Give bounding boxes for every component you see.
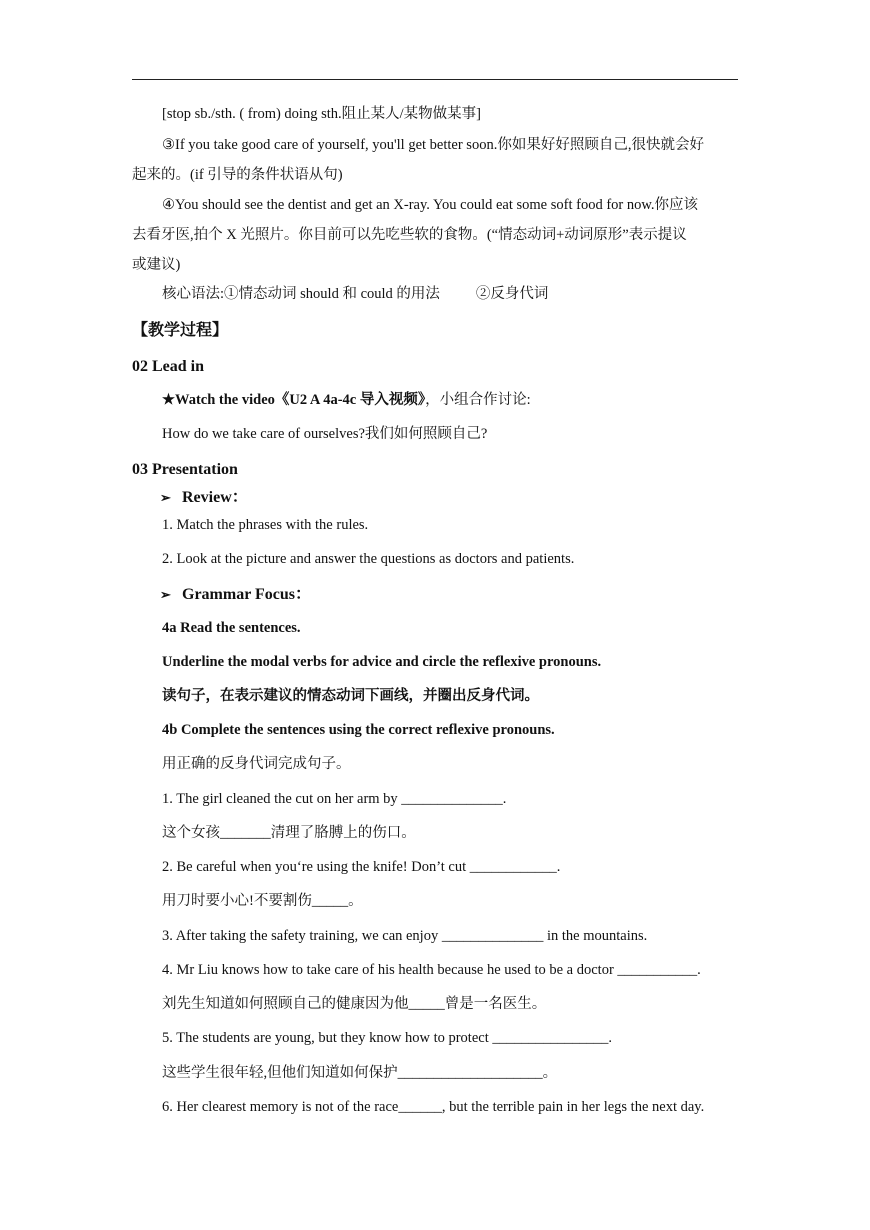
- section-heading: 【教学过程】: [132, 322, 229, 339]
- exercise-translation: 刘先生知道如何照顾自己的健康因为他_____曾是一名医生。: [162, 996, 547, 1012]
- review-heading: [160, 488, 248, 507]
- core-grammar-item-1: 核心语法:①情态动词 should 和 could 的用法: [162, 286, 440, 302]
- video-line: [162, 392, 531, 409]
- video-title: ★Watch the video《U2 A 4a-4c 导入视频》: [162, 392, 426, 408]
- exercise-line: 4. Mr Liu knows how to take care of his health because he used to be a doctor ___________.: [162, 962, 701, 978]
- text-line: How do we take care of ourselves?我们如何照顾自己?: [162, 426, 488, 442]
- text-line: 1. Match the phrases with the rules.: [162, 517, 369, 533]
- text-line: ③If you take good care of yourself, you'll get better soon.你如果好好照顾自己,很快就会好: [162, 137, 704, 153]
- text-line: [stop sb./sth. ( from) doing sth.阻止某人/某物做某事]: [162, 106, 481, 122]
- text-line: 2. Look at the picture and answer the questions as doctors and patients.: [162, 551, 575, 567]
- exercise-line: 1. The girl cleaned the cut on her arm by ______________.: [162, 791, 507, 807]
- text-line: 或建议): [132, 257, 181, 273]
- exercise-translation: 这个女孩_______清理了胳膊上的伤口。: [162, 825, 416, 841]
- text-line: 去看牙医,拍个 X 光照片。你目前可以先吃些软的食物。(“情态动词+动词原形”表示提议: [132, 227, 687, 243]
- arrow-bullet-icon: ➢: [160, 490, 171, 505]
- exercise-translation: 这些学生很年轻,但他们知道如何保护____________________。: [162, 1065, 558, 1081]
- text-line: 读句子，在表示建议的情态动词下画线，并圈出反身代词。: [162, 688, 539, 704]
- section-heading: 02 Lead in: [132, 358, 205, 375]
- exercise-line: 6. Her clearest memory is not of the race______, but the terrible pain in her legs the next day.: [162, 1099, 705, 1115]
- exercise-translation: 用刀时要小心!不要割伤_____。: [162, 893, 363, 909]
- text-line: 4a Read the sentences.: [162, 620, 301, 636]
- text-line: ④You should see the dentist and get an X-ray. You could eat some soft food for now.你应该: [162, 197, 699, 213]
- section-heading: 03 Presentation: [132, 461, 238, 478]
- header-rule: [132, 79, 738, 80]
- exercise-line: 2. Be careful when you‘re using the knife! Don’t cut ____________.: [162, 859, 561, 875]
- grammar-focus-heading: [160, 585, 311, 604]
- arrow-bullet-icon: ➢: [160, 587, 171, 602]
- exercise-line: 5. The students are young, but they know how to protect ________________.: [162, 1030, 612, 1046]
- video-instruction: ，小组合作讨论:: [425, 392, 531, 408]
- text-line: 用正确的反身代词完成句子。: [162, 756, 351, 772]
- grammar-focus-label: Grammar Focus：: [182, 586, 312, 603]
- text-line: 4b Complete the sentences using the correct reflexive pronouns.: [162, 722, 555, 738]
- core-grammar-item-2: ②反身代词: [475, 286, 549, 302]
- review-label: Review：: [182, 489, 248, 506]
- exercise-line: 3. After taking the safety training, we can enjoy ______________ in the mountains.: [162, 928, 648, 944]
- text-line: 起来的。(if 引导的条件状语从句): [132, 167, 343, 183]
- core-grammar-line: [162, 286, 548, 303]
- text-line: Underline the modal verbs for advice and circle the reflexive pronouns.: [162, 654, 602, 670]
